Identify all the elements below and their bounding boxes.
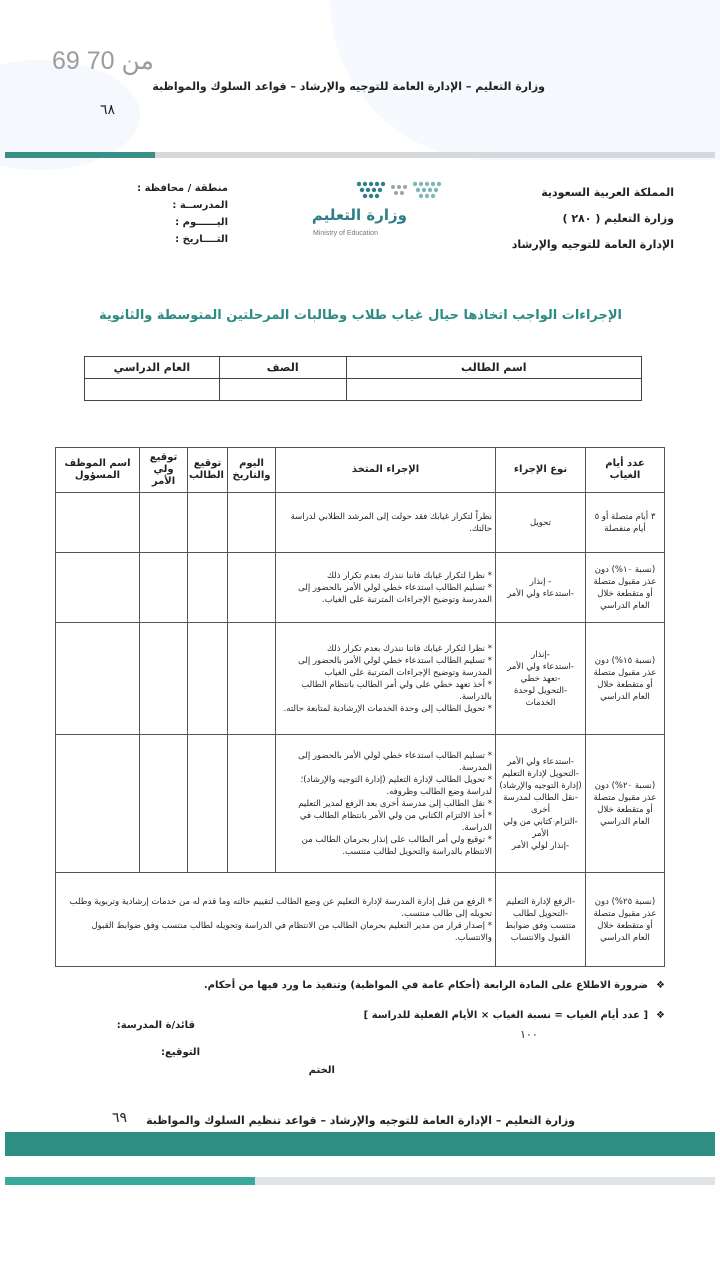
diamond-bullet-icon: ❖ xyxy=(656,980,665,991)
student-signature-cell xyxy=(188,735,228,873)
action-cell: * الرفع من قبل إدارة المدرسة لإدارة التعليم عن وضع الطالب لتقييم حالته وما قدم له من خدمات إرشادية وتربوية وطلب تحويله إلى طالب منتسب. * إصدار قرار من مدير التعليم بحرمان الطالب من الانتظام في الدراسة وتحويله لطالب منتسب وفق ضوابط القبول والانتساب. xyxy=(56,873,496,967)
header-absence-days: عدد أيام الغياب xyxy=(586,448,665,493)
divider-bar-accent xyxy=(5,152,155,158)
principal-label: قائد/ة المدرسة: xyxy=(116,1020,195,1031)
day-date-cell xyxy=(228,493,276,553)
logo-dots-icon xyxy=(355,180,443,202)
diamond-bullet-icon: ❖ xyxy=(656,1010,665,1021)
employee-cell xyxy=(56,735,140,873)
guardian-signature-cell xyxy=(140,735,188,873)
signature-label: التوقيع: xyxy=(161,1047,200,1058)
guardian-signature-cell xyxy=(140,623,188,735)
region-field: منطقة / محافظة : xyxy=(137,183,228,194)
header-guardian-signature: توقيع ولي الأمر xyxy=(140,448,188,493)
header-class: الصف xyxy=(219,357,346,379)
header-academic-year: العام الدراسي xyxy=(85,357,220,379)
action-cell: * تسليم الطالب استدعاء خطي لولي الأمر بالحضور إلى المدرسة. * تحويل الطالب لإدارة التعليم (إدارة التوجيه والإرشاد)؛ لدراسة وضع الطالب وظروفه. * نقل الطالب إلى مدرسة أخرى بعد الرفع لمدير التعليم * أخذ الالتزام الكتابي من ولي الأمر بانتظام الطالب في الدراسة. * توقيع ولي أمر الطالب على إنذار بحرمان الطالب من الانتظام بالدراسة والتحويل لطالب منتسب. xyxy=(276,735,496,873)
table-row xyxy=(56,735,665,873)
day-date-cell xyxy=(228,623,276,735)
class-cell xyxy=(219,379,346,401)
header-student-name: اسم الطالب xyxy=(346,357,641,379)
action-cell: * نظرا لتكرار غيابك فاننا ننذرك بعدم تكرار ذلك * تسليم الطالب استدعاء خطي لولي الأمر بالحضور إلى المدرسة وتوضيح الإجراءات المترتبة على الغياب. xyxy=(276,553,496,623)
guardian-signature-cell xyxy=(140,493,188,553)
footer-bar xyxy=(5,1132,715,1156)
days-cell: (نسبة ٢٠%) دون عذر مقبول متصلة أو متقطعة خلال العام الدراسي xyxy=(586,735,665,873)
student-info-table xyxy=(84,356,642,401)
logo-english-text: Ministry of Education xyxy=(313,230,378,237)
note-formula: ❖[ عدد أيام الغياب = نسبة الغياب × الأيام الفعلية للدراسة ] xyxy=(363,1010,665,1021)
table-row xyxy=(56,873,665,967)
ministry-logo xyxy=(305,180,445,246)
header-action-type: نوع الإجراء xyxy=(496,448,586,493)
type-cell: - إنذار -استدعاء ولي الأمر xyxy=(496,553,586,623)
page-number-69: ٦٩ xyxy=(112,1110,128,1126)
type-cell: -استدعاء ولي الأمر -التحويل لإدارة التعليم (إدارة التوجيه والإرشاد) -نقل الطالب لمدرسة أخرى -التزام كتابي من ولي الأمر -إنذار لولي الأمر xyxy=(496,735,586,873)
header-responsible-employee: اسم الموظف المسؤول xyxy=(56,448,140,493)
running-title-top: وزارة التعليم – الإدارة العامة للتوجيه والإرشاد – قواعد السلوك والمواظبة xyxy=(152,80,545,93)
employee-cell xyxy=(56,623,140,735)
day-date-cell xyxy=(228,553,276,623)
action-cell: نظراً لتكرار غيابك فقد حولت إلى المرشد الطلابي لدراسة حالتك. xyxy=(276,493,496,553)
table-header-row xyxy=(56,448,665,493)
type-cell: تحويل xyxy=(496,493,586,553)
header-student-signature: توقيع الطالب xyxy=(188,448,228,493)
note-article-four: ❖ضرورة الاطلاع على المادة الرابعة (أحكام عامة في المواظبة) وتنفيذ ما ورد فيها من أحكام. xyxy=(203,980,665,991)
school-field: المدرســة : xyxy=(172,200,228,211)
day-field: اليــــــوم : xyxy=(175,217,228,228)
days-cell: ٣ أيام متصلة أو ٥ أيام منفصلة xyxy=(586,493,665,553)
table-row xyxy=(56,493,665,553)
ministry-name: وزارة التعليم ( ٢٨٠ ) xyxy=(562,212,674,225)
department-name: الإدارة العامة للتوجيه والإرشاد xyxy=(511,238,674,251)
day-date-cell xyxy=(228,735,276,873)
guardian-signature-cell xyxy=(140,553,188,623)
employee-cell xyxy=(56,553,140,623)
document-title: الإجراءات الواجب اتخاذها حيال غياب طلاب وطالبات المرحلتين المتوسطة والثانوية xyxy=(98,308,622,323)
days-cell: (نسبة ١٠%) دون عذر مقبول متصلة أو متقطعة خلال العام الدراسي xyxy=(586,553,665,623)
next-page-bar-accent xyxy=(5,1177,255,1185)
stamp-label: الختم xyxy=(308,1065,335,1076)
absence-actions-table xyxy=(55,447,665,967)
letterhead-right xyxy=(512,180,674,258)
student-signature-cell xyxy=(188,493,228,553)
date-field: التــــاريخ : xyxy=(175,234,228,245)
days-cell: (نسبة ٢٥%) دون عذر مقبول متصلة أو متقطعة خلال العام الدراسي xyxy=(586,873,665,967)
student-signature-cell xyxy=(188,623,228,735)
header-day-date: اليوم والتاريخ xyxy=(228,448,276,493)
type-cell: -إنذار -استدعاء ولي الأمر -تعهد خطي -التحويل لوحدة الخدمات xyxy=(496,623,586,735)
running-title-bottom: وزارة التعليم – الإدارة العامة للتوجيه والإرشاد – قواعد تنظيم السلوك والمواظبة xyxy=(146,1114,575,1127)
table-row xyxy=(56,623,665,735)
employee-cell xyxy=(56,493,140,553)
table-row xyxy=(56,553,665,623)
logo-arabic-text: وزارة التعليم xyxy=(311,206,407,224)
page-counter: 69 من 70 xyxy=(52,47,154,75)
student-signature-cell xyxy=(188,553,228,623)
academic-year-cell xyxy=(85,379,220,401)
type-cell: -الرفع لإدارة التعليم -التحويل لطالب منتسب وفق ضوابط القبول والانتساب xyxy=(496,873,586,967)
formula-denominator: ١٠٠ xyxy=(520,1028,538,1041)
days-cell: (نسبة ١٥%) دون عذر مقبول متصلة أو متقطعة خلال العام الدراسي xyxy=(586,623,665,735)
kingdom-name: المملكة العربية السعودية xyxy=(541,186,674,199)
header-action-taken: الإجراء المتخذ xyxy=(276,448,496,493)
action-cell: * نظرا لتكرار غيابك فاننا ننذرك بعدم تكرار ذلك * تسليم الطالب استدعاء خطي لولي الأمر بالحضور إلى المدرسة وتوضيح الإجراءات المترتبة على الغياب * أخذ تعهد خطي على ولي أمر الطالب بانتظام الطالب بالدراسة. * تحويل الطالب إلى وحدة الخدمات الإرشادية لمتابعة حالته. xyxy=(276,623,496,735)
page-number-68: ٦٨ xyxy=(100,102,116,118)
student-name-cell xyxy=(346,379,641,401)
letterhead-left xyxy=(138,180,228,248)
